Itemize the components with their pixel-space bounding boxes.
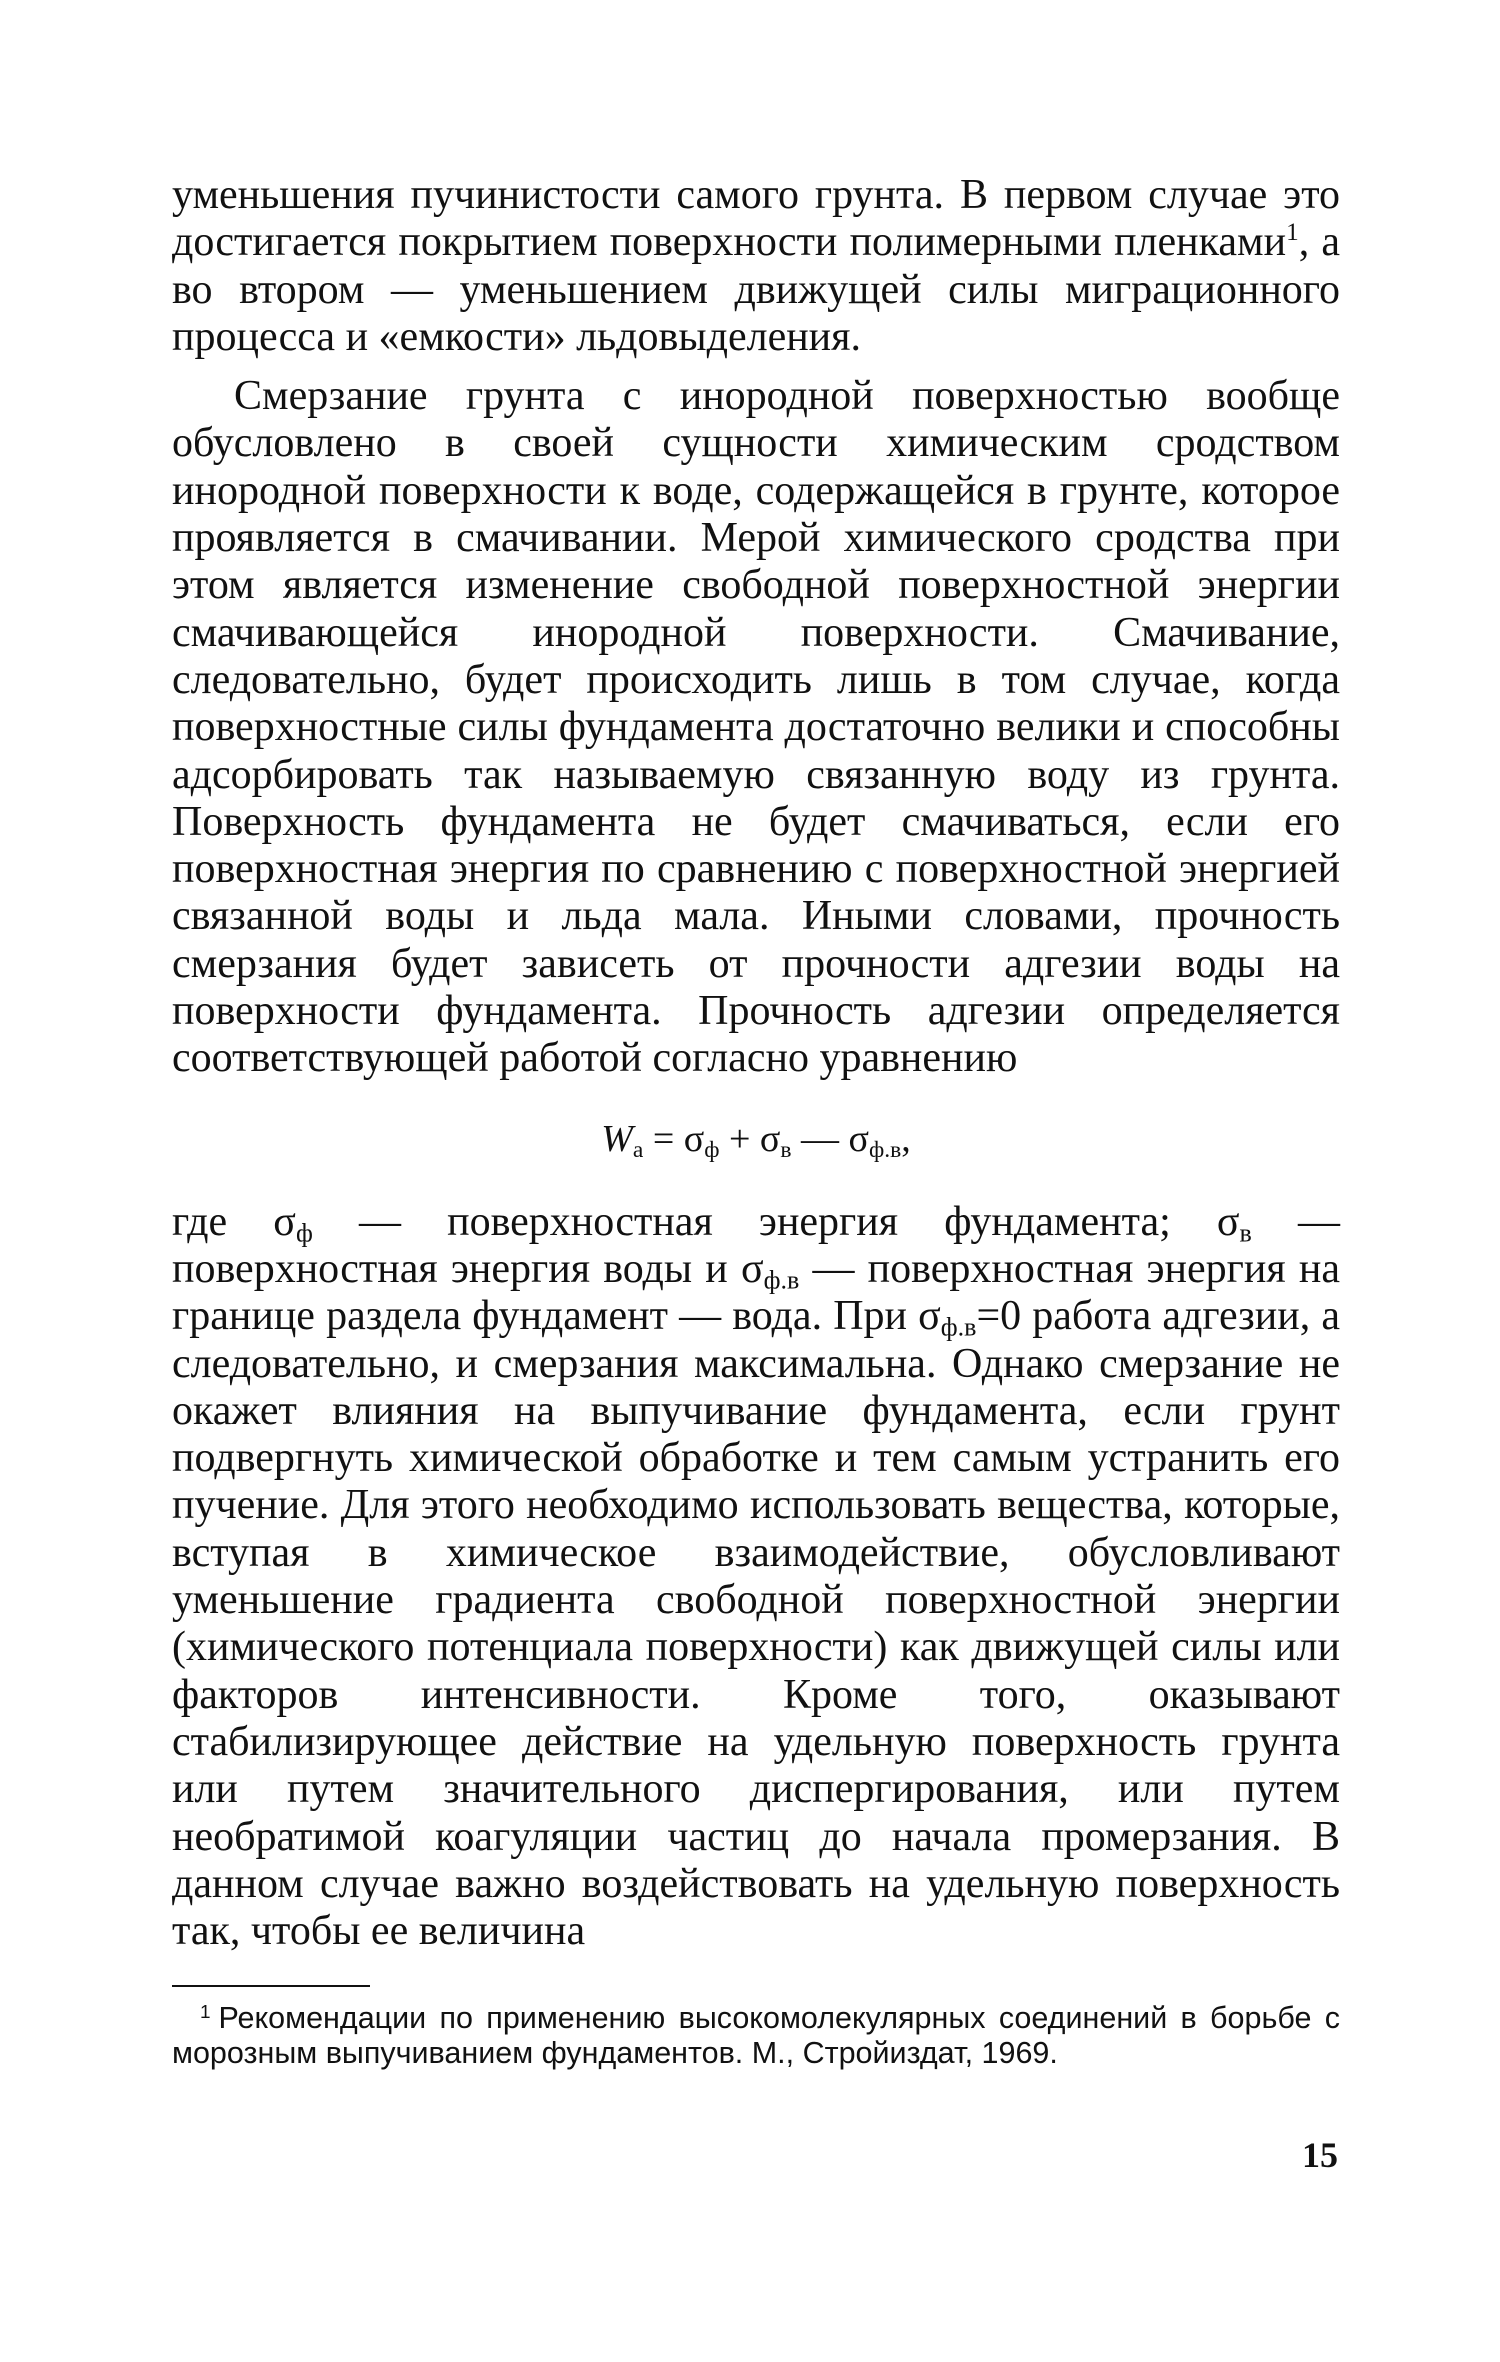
p3-e: =0 работа адгезии, а следовательно, и смерзания максимальна. Однако смерзание не окажет влияния на выпучивание фундамента, если грунт подвергнуть химической обработке и тем самым устранить его пучение. Для этого необходимо использовать вещества, которые, вступая в химическое взаимодействие, обусловливают уменьшение градиента свободной поверхностной энергии (химического потенциала поверхности) как движущей силы или факторов интенсивности. Кроме того, оказывают стабилизирующее действие на удельную поверхность грунта или путем значительного диспергирования, или путем необратимой коагуляции частиц до начала промерзания. В данном случае важно воздействовать на удельную поверхность так, чтобы ее величина xyxy=(172,1293,1340,1955)
formula-eq: = σ xyxy=(643,1117,705,1160)
paragraph-1 xyxy=(172,172,1340,361)
p3-a-sub: ф xyxy=(295,1218,313,1248)
footnote-divider xyxy=(172,1985,370,1987)
formula-plus: + σ xyxy=(719,1117,781,1160)
formula-s2-sub: в xyxy=(780,1136,792,1163)
p3-d-sub: ф.в xyxy=(940,1312,977,1342)
page-body xyxy=(172,172,1340,2071)
footnote-text: Рекомендации по применению высокомолекулярных соединений в борьбе с морозным выпучиванием фундаментов. М., Стройиздат, 1969. xyxy=(172,2001,1340,2071)
formula-minus: — σ xyxy=(791,1117,870,1160)
formula-w: W xyxy=(601,1117,633,1160)
formula-end: , xyxy=(901,1117,911,1160)
p3-c: — поверхностная энергия воды и σ xyxy=(172,1198,1340,1292)
formula-w-sub: а xyxy=(632,1136,644,1163)
p3-a: где σ xyxy=(172,1198,296,1245)
formula-s1-sub: ф xyxy=(704,1136,720,1163)
p3-b-sub: в xyxy=(1239,1218,1252,1248)
paragraph-3 xyxy=(172,1199,1340,1956)
footnote-reference[interactable]: 1 xyxy=(1286,219,1299,247)
p3-c-sub: ф.в xyxy=(763,1265,800,1295)
adhesion-formula xyxy=(172,1111,1340,1167)
footnote xyxy=(172,2001,1340,2071)
paragraph-1-text-end: , а во втором — уменьшением движущей силы миграционного процесса и «емкости» льдовыделения. xyxy=(172,219,1340,360)
paragraph-1-text: уменьшения пучинистости самого грунта. В первом случае это достигается покрытием поверхности полимерными пленками xyxy=(172,172,1340,266)
footnote-mark: 1 xyxy=(200,2002,211,2023)
p3-d: — поверхностная энергия на границе раздела фундамент — вода. При σ xyxy=(172,1245,1340,1340)
formula-s3-sub: ф.в xyxy=(869,1136,902,1163)
page-number: 15 xyxy=(1302,2135,1338,2175)
paragraph-2: Смерзание грунта с инородной поверхностью вообще обусловлено в своей сущности химическим сродством инородной поверхности к воде, содержащейся в грунте, которое проявляется в смачивании. Мерой химического сродства при этом является изменение свободной поверхностной энергии смачивающейся инородной поверхности. Смачивание, следовательно, будет происходить лишь в том случае, когда поверхностные силы фундамента достаточно велики и способны адсорбировать так называемую связанную воду из грунта. Поверхность фундамента не будет смачиваться, если его поверхностная энергия по сравнению с поверхностной энергией связанной воды и льда мала. Иными словами, прочность смерзания будет зависеть от прочности адгезии воды на поверхности фундамента. Прочность адгезии определяется соответствующей работой согласно уравнению xyxy=(172,373,1340,1082)
p3-b: — поверхностная энергия фундамента; σ xyxy=(312,1198,1240,1245)
